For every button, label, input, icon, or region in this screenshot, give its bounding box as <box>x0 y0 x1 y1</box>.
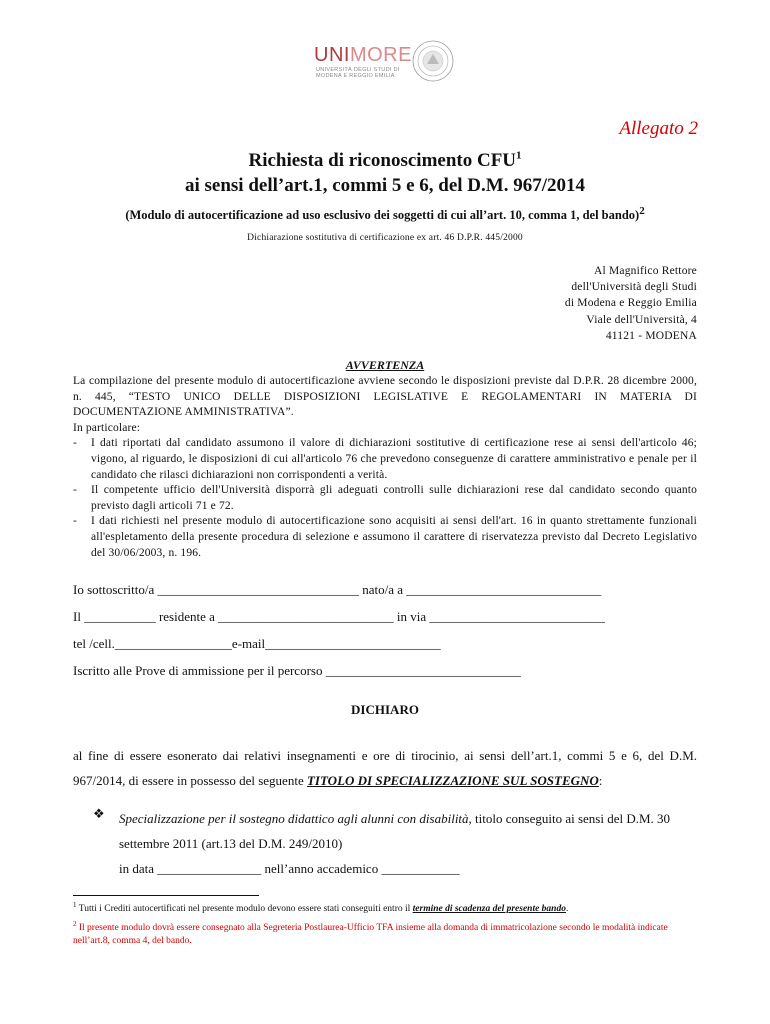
avvertenza-heading: AVVERTENZA <box>345 358 425 372</box>
form-line-contacts[interactable]: tel /cell.__________________e-mail___________________________ <box>73 636 441 651</box>
footnote-ref-1[interactable]: 1 <box>516 149 522 162</box>
unimore-logo <box>314 40 464 84</box>
footnote-2: $^2$ Il presente modulo dovrà essere consegnato alla Segreteria Postlaurea-Ufficio TFA insieme alla domanda di immatricolazione secondo le modalità indicate nell’art.8, comma 4, del bando. <box>73 919 668 946</box>
avvertenza-body <box>73 374 697 561</box>
diamond-bullet-icon: ❖ <box>93 806 105 821</box>
form-line-date[interactable]: in data ________________ nell’anno accademico ____________ <box>119 861 460 876</box>
dichiaro-heading: DICHIARO <box>351 702 419 717</box>
form-line-name-birth[interactable]: Io sottoscritto/a _______________________________ nato/a a ______________________________ <box>73 582 602 597</box>
footnote-ref-2[interactable]: 2 <box>639 204 645 217</box>
logo-subtitle: UNIVERSITÀ DEGLI STUDI DI MODENA E REGGIO EMILIA <box>316 67 400 79</box>
list-item: - Il competente ufficio dell'Università disporrà gli adeguati controlli sulle dichiarazioni rese dal candidato secondo quanto previsto dagli articoli 71 e 72. <box>73 483 697 514</box>
allegato-label: Allegato 2 <box>619 118 698 139</box>
form-line-percorso[interactable]: Iscritto alle Prove di ammissione per il percorso ______________________________ <box>73 663 521 678</box>
list-item: - I dati richiesti nel presente modulo di autocertificazione sono acquisiti ai sensi dell'art. 16 in quanto strettamente funzionali all'espletamento della presente procedura di selezione e assumono il carattere di riservatezza previsto dal Decreto Legislativo del 30/06/2003, n. 196. <box>73 514 697 561</box>
avvertenza-list <box>73 436 697 561</box>
title-line-2: ai sensi dell’art.1, commi 5 e 6, del D.M. 967/2014 <box>184 175 585 196</box>
logo-wordmark: UNIMORE <box>314 44 412 66</box>
subtitle: (Modulo di autocertificazione ad uso esclusivo dei soggetti di cui all’art. 10, comma 1, del bando)2 <box>125 204 645 222</box>
specializzazione-item: Specializzazione per il sostegno didattico agli alunni con disabilità, titolo conseguito ai sensi del D.M. 30 settembre 2011 (art.13 del D.M. 249/2010) <box>119 811 671 851</box>
list-item: - I dati riportati dal candidato assumono il valore di dichiarazioni sostitutive di certificazione rese ai sensi dell'articolo 46; vigono, al riguardo, le disposizioni di cui all'articolo 76 che prevedono conseguenze di carattere amministrativo e penale per il candidato che rilasci dichiarazioni non corrispondenti a verità. <box>73 436 697 483</box>
avvertenza-in-particolare: In particolare: <box>73 421 141 434</box>
dichiarazione-sostitutiva: Dichiarazione sostitutiva di certificazione ex art. 46 D.P.R. 445/2000 <box>247 233 523 243</box>
title-line-1: Richiesta di riconoscimento CFU$^1$ <box>248 149 522 171</box>
university-seal-icon <box>412 40 454 82</box>
footnote-divider <box>73 895 259 896</box>
avvertenza-intro: La compilazione del presente modulo di autocertificazione avviene secondo le disposizioni previste dal D.P.R. 28 dicembre 2000, n. 445, “TESTO UNICO DELLE DISPOSIZIONI LEGISLATIVE E REGOLAMENTARI IN MATERIA DI DOCUMENTAZIONE AMMINISTRATIVA”. <box>73 375 697 419</box>
footnote-1: $^1$ Tutti i Crediti autocertificati nel presente modulo devono essere stati conseguiti entro il termine di scadenza del presente bando. <box>73 900 569 914</box>
form-line-residence[interactable]: Il ___________ residente a ___________________________ in via ___________________________ <box>73 609 605 624</box>
dichiaro-text: al fine di essere esonerato dai relativi insegnamenti e ore di tirocinio, ai sensi dell’art.1, commi 5 e 6, del D.M. 967/2014, di essere in possesso del seguente TITOLO DI SPECIALIZZAZIONE SUL SOSTEGNO: <box>73 748 697 788</box>
recipient-address: Al Magnifico Rettore dell'Università degli Studi di Modena e Reggio Emilia Viale dell'Università, 4 41121 - MODENA <box>564 265 697 342</box>
